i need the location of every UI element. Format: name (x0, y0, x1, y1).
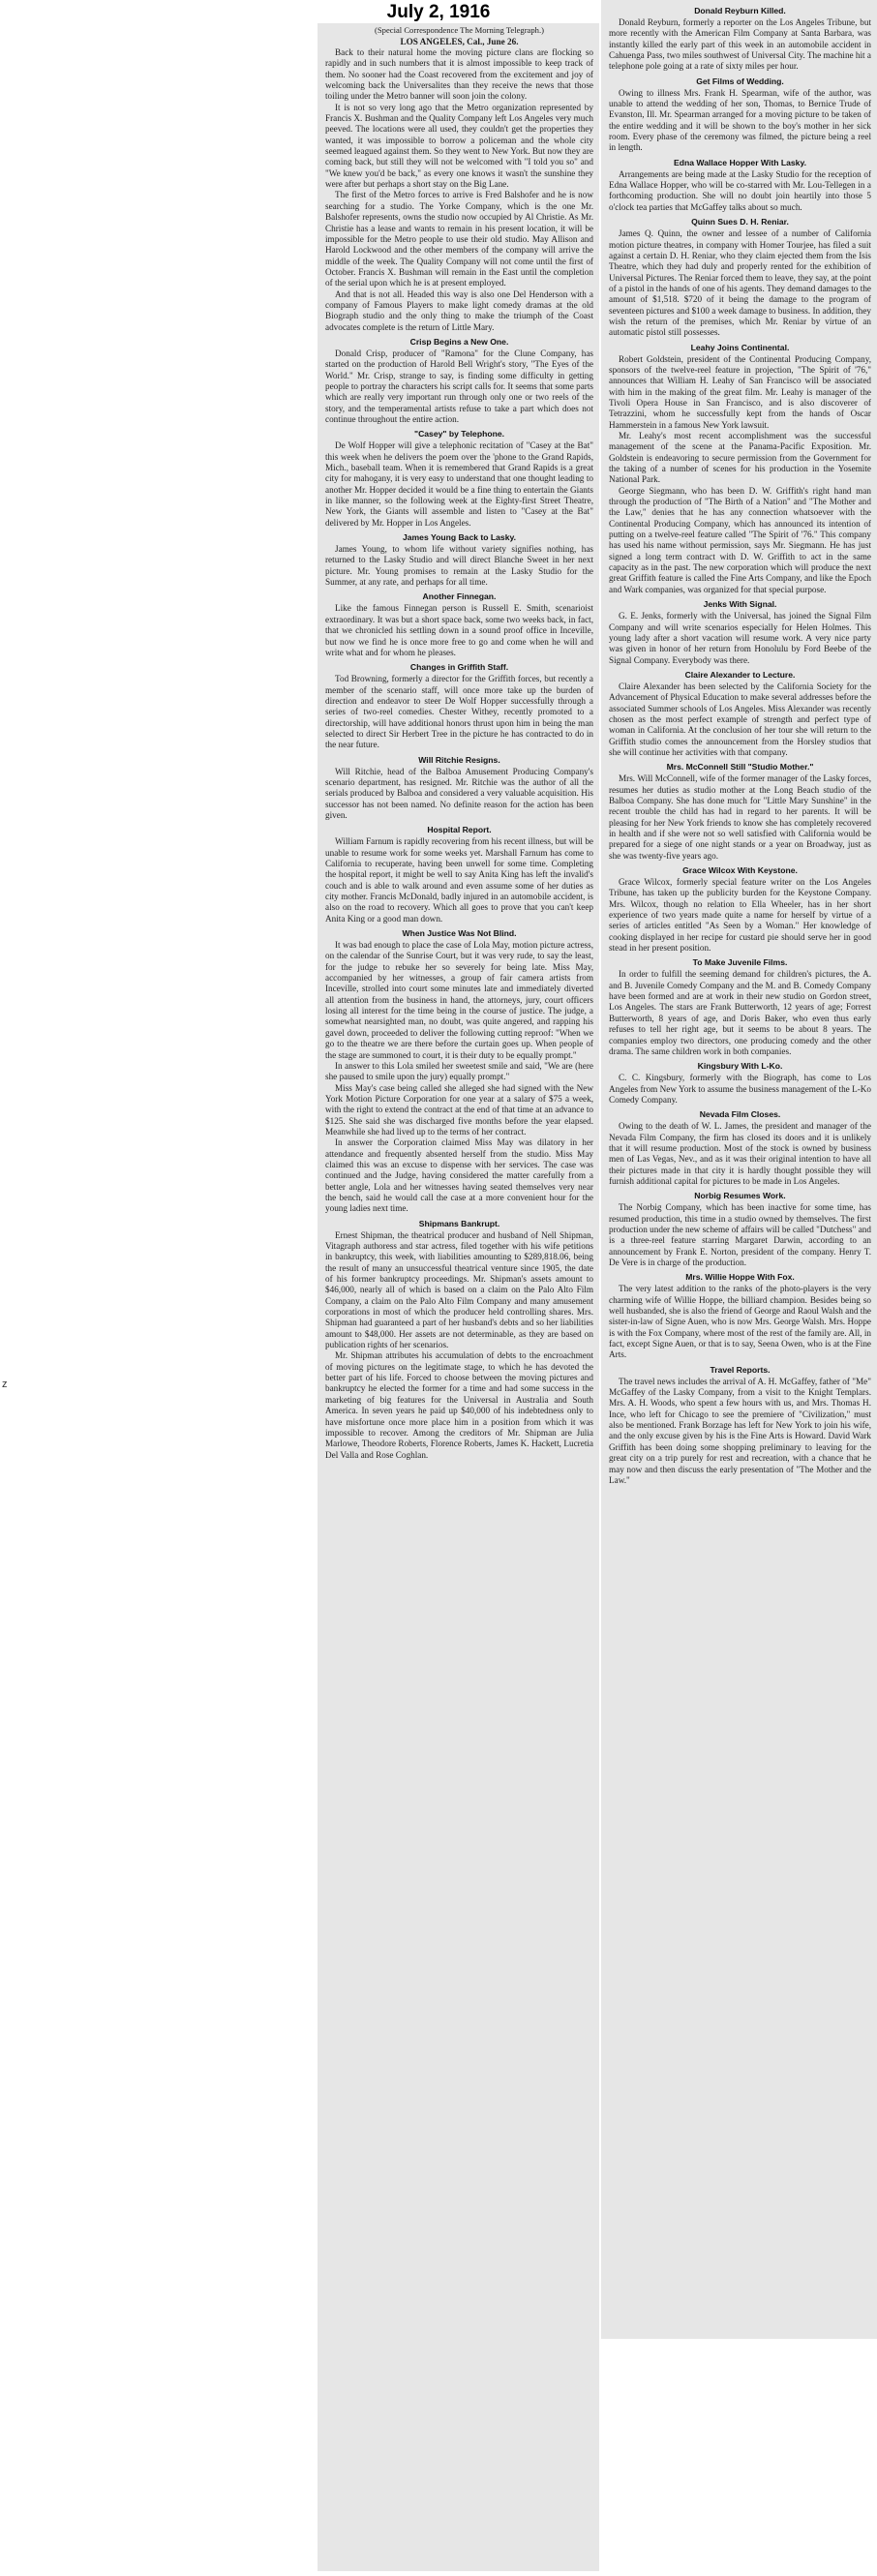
article-body (609, 1284, 871, 1360)
article-headline: Kingsbury With L-Ko. (697, 1061, 783, 1072)
article-nevada-film-closes (609, 1109, 871, 1187)
article-paragraph: Claire Alexander has been selected by the California Society for the Advancement of Physical Education to make several addresses before the associated Summer schools of Los Angeles. Miss Alexander was recently chosen as the most perfect example of strength and perfect type of woman in California. At the conclusion of her tour she will return to the Griffith studio comes the announcement from the Horsley studios that she will continue her activities with that company. (609, 681, 871, 757)
article-paragraph: In order to fulfill the seeming demand for children's pictures, the A. and B. Juvenile Comedy Company and the M. and B. Comedy Company have been formed and are at work in their new studio on Gordon street, Los Angeles. The stars are Frank Butterworth, 12 years of age; Forrest Butterworth, 8 years of age, and Doris Baker, who even thus early refuses to tell her right age, but it seems to be about 8 years. The companies employ two directors, one producing comedy and the other drama. The same children work in both companies. (609, 969, 871, 1056)
article-body (609, 228, 871, 338)
article-claire-alexander-to-lecture (609, 670, 871, 758)
article-headline: Nevada Film Closes. (699, 1109, 781, 1120)
article-paragraph: Grace Wilcox, formerly special feature writer on the Los Angeles Tribune, has taken up the publicity burden for the Keystone Company. Mrs. Wilcox, though no relation to Ella Wheeler, has in her short experience of two years made quite a name for herself by virtue of a series of articles entitled "As Seen by a Woman." Her knowledge of cooking displayed in her recipe for custard pie should serve her in good stead in her present position. (609, 877, 871, 954)
article-headline: Travel Reports. (710, 1364, 771, 1375)
article-casey-by-telephone (325, 429, 593, 529)
article-to-make-juvenile-films (609, 957, 871, 1057)
article-body (325, 603, 593, 658)
article-paragraph: The travel news includes the arrival of A. H. McGaffey, father of "Me" McGaffey of the Lasky Company, from a visit to the Knight Templars. Mrs. A. H. Woods, who spent a few hours with us, and Mrs. Thomas H. Ince, who left for Chicago to see the premiere of "Civilization," must also be mentioned. Frank Borzage has left for New York to join his wife, and the only excuse given by his is the Fine Arts is Howard. David Wark Griffith has been doing some shopping preliminary to leaving for the great city on a trip purely for rest and recreation, with a chance that he may now and then discuss the early presentation of "The Mother and the Law." (609, 1376, 871, 1485)
article-james-young-back-to-lasky (325, 532, 593, 588)
article-paragraph: In answer the Corporation claimed Miss May was dilatory in her attendance and frequently absented herself from the studio. Miss May claimed this was an excuse to dispense with her services. The case was continued and the Judge, having considered the matter carefully from a better angle, Lola and her witnesses having seated themselves very near the bench, said he would call the case at a more convenient hour for the young ladies next time. (325, 1137, 593, 1214)
article-body (325, 544, 593, 588)
article-body (609, 682, 871, 758)
article-paragraph: Arrangements are being made at the Lasky Studio for the reception of Edna Wallace Hopper, who will be co-starred with Mr. Lou-Tellegen in a forthcoming production. She will no doubt join heartily into those 5 o'clock tea parties that McGaffey talks about so much. (609, 168, 871, 212)
article-headline: Get Films of Wedding. (696, 76, 784, 86)
article-body (609, 773, 871, 862)
article-body (325, 349, 593, 425)
article-body (325, 440, 593, 529)
article-shipmans-bankrupt (325, 1219, 593, 1461)
article-paragraph: Back to their natural home the moving picture clans are flocking so rapidly and in such numbers that it is almost impossible to keep track of them. No sooner had the Coast recovered from the excitement and joy of welcoming back the Universalites than they receive the news that those toiling under the Metro banner will soon join the colony. (325, 47, 593, 102)
place-dateline: LOS ANGELES, Cal., June 26. (400, 37, 519, 46)
article-changes-in-griffith-staff (325, 662, 593, 750)
article-crisp-begins-a-new-one (325, 337, 593, 425)
article-body (325, 767, 593, 822)
article-headline: Hospital Report. (427, 825, 492, 835)
article-headline: Donald Reyburn Killed. (694, 6, 786, 15)
article-kingsbury-with-l-ko (609, 1061, 871, 1106)
article-paragraph: Mr. Shipman attributes his accumulation of debts to the encroachment of moving pictures on the legitimate stage, to which he has devoted the better part of his life. Forced to choose between the moving pictures and bankruptcy he elected the former for a time and had some success in the marketing of big features for the Universal in Australia and South America. In seven years he paid up $40,000 of his indebtedness only to have misfortune once more place him in a position from which it was impossible to recover. Among the creditors of Mr. Shipman are Julia Marlowe, Theodore Roberts, Florence Roberts, James K. Hackett, Lucretia Del Valla and Rose Coghlan. (325, 1350, 593, 1460)
article-paragraph: C. C. Kingsbury, formerly with the Biograph, has come to Los Angeles from New York to assume the business management of the L-Ko Comedy Company. (609, 1073, 871, 1105)
article-body (325, 674, 593, 750)
article-body (325, 47, 593, 333)
article-paragraph: Will Ritchie, head of the Balboa Amusement Producing Company's scenario department, has resigned. Mr. Ritchie was the author of all the serials produced by Balboa and considered a very valuable acquisition. His successor has not been named. No definite reason for the action has been given. (325, 766, 593, 820)
article-paragraph: The first of the Metro forces to arrive is Fred Balshofer and he is now searching for a studio. The Yorke Company, which is the one Mr. Balshofer represents, owns the studio now occupied by Al Christie. As Mr. Christie has a lease and wants to remain in his present location, it will be impossible for the Metro people to use their old studio. May Allison and Harold Lockwood and the other members of the company will arrive the middle of the week. The Quality Company will not come until the first of October. Francis X. Bushman will remain in the East until the completion of the serial upon which he is at present employed. (325, 190, 593, 288)
article-headline: Mrs. Willie Hoppe With Fox. (685, 1272, 795, 1283)
article-paragraph: James Young, to whom life without variety signifies nothing, has returned to the Lasky Studio and will direct Blanche Sweet in her next picture. Mr. Young promises to remain at the Lasky Studio for the Summer, at any rate, and perhaps for all time. (325, 544, 593, 588)
article-donald-reyburn-killed (609, 6, 871, 73)
article-paragraph: The very latest addition to the ranks of the photo-players is the very charming wife of Willie Hoppe, the billiard champion. Besides being so well husbanded, she is also the friend of George and Raoul Walsh and the sister-in-law of Signe Auen, who is now Mrs. George Walsh. Mrs. Hoppe is with the Fox Company, where most of the rest of the family are. All, in fact, except Signe Auen, or that is to say, Seena Owen, who is at the Fine Arts. (609, 1284, 871, 1360)
article-headline: Jenks With Signal. (703, 599, 777, 610)
article-body (609, 17, 871, 73)
article-headline: Claire Alexander to Lecture. (684, 669, 796, 680)
article-edna-wallace-hopper-with-lasky (609, 158, 871, 213)
article-body (609, 354, 871, 596)
article-will-ritchie-resigns (325, 755, 593, 822)
article-mrs-willie-hoppe-with-fox (609, 1272, 871, 1360)
article-another-finnegan (325, 591, 593, 658)
article-body (325, 940, 593, 1215)
article-get-films-of-wedding (609, 76, 871, 154)
article-paragraph: Like the famous Finnegan person is Russell E. Smith, scenarioist extraordinary. It was but a short space back, some two weeks back, in fact, that we chronicled his settling down in a sound proof office in Inceville, but now we find he is once more free to go and come when he will and write what and for whom he pleases. (325, 603, 593, 657)
article-jenks-with-signal (609, 599, 871, 666)
article-headline: To Make Juvenile Films. (692, 957, 788, 968)
article-paragraph: Owing to illness Mrs. Frank H. Spearman, wife of the author, was unable to attend the wedding of her son, Thomas, to Bernice Trude of Evanston, Ill. Mr. Spearman arranged for a moving picture to be taken of the entire wedding and it will be shown to the boy's mother in her sick room. Every phase of the ceremony was filmed, the picture being a reel in length. (609, 87, 871, 153)
article-paragraph: Mrs. Will McConnell, wife of the former manager of the Lasky forces, resumes her duties as studio mother at the Long Beach studio of the Balboa Company. She has done much for "Little Mary Sunshine" in the recent trouble the child has had in regard to her parents. It will be pleasing for her New York friends to know she has completely recovered in health and if she were not so well satisfied with California would be prepared for a siege of one night stands or a year on Broadway, just as she was twenty-five years ago. (609, 773, 871, 861)
article-body (325, 1230, 593, 1461)
article-paragraph: Owing to the death of W. L. James, the president and manager of the Nevada Film Company, the firm has closed its doors and it is unlikely that it will resume production. Most of the stock is owned by business men of Las Vegas, Nev., and as it was their original intention to have all their pictures made in that city it is hardly thought possible they will furnish additional capital for pictures to be made in Los Angeles. (609, 1121, 871, 1186)
article-body (609, 611, 871, 666)
article-body (325, 836, 593, 924)
article-headline: Quinn Sues D. H. Reniar. (691, 217, 789, 227)
article-lead (325, 47, 593, 333)
right-clipping-column (601, 0, 877, 2339)
article-body (609, 969, 871, 1057)
article-paragraph: It is not so very long ago that the Metro organization represented by Francis X. Bushman and the Quality Company left Los Angeles very much peeved. The locations were all used, they couldn't get the properties they wanted, it was impossible to borrow a policeman and the whole city seemed leagued against them. So they went to New York. But now they are coming back, but still they will not be welcomed with "I told you so" and "We knew you'd be back," as every one knows it wasn't the sunshine they were after but perhaps a short stay on the Big Lane. (325, 102, 593, 190)
article-paragraph: De Wolf Hopper will give a telephonic recitation of "Casey at the Bat" this week when he delivers the poem over the 'phone to the Grand Rapids, Mich., baseball team. When it is remembered that Grand Rapids is a great city for mahogany, it is very easy to understand that one thought leading to another Mr. Hopper decided it would be a fine thing to entertain the Giants in like manner, so the following week at the Eighty-first Street Theatre, New York, the Giants will assemble and listen to "Casey at the Bat" delivered by Mr. Hopper in Los Angeles. (325, 440, 593, 528)
article-paragraph: G. E. Jenks, formerly with the Universal, has joined the Signal Film Company and will write scenarios especially for Helen Holmes. This young lady after a short vacation will resume work. A very nice party was given in honor of her return from Honolulu by Ford Beebe of the Signal Company. Everybody was there. (609, 611, 871, 665)
article-headline: Shipmans Bankrupt. (418, 1218, 500, 1228)
left-stories-container (325, 47, 593, 1461)
article-mrs-mcconnell-still-studio-mother (609, 762, 871, 862)
article-paragraph: In answer to this Lola smiled her sweetest smile and said, "We are (here she paused to smile upon the jury) equally prompt." (325, 1060, 593, 1082)
article-norbig-resumes-work (609, 1191, 871, 1268)
article-headline: Norbig Resumes Work. (694, 1191, 786, 1201)
article-body (609, 1202, 871, 1268)
article-leahy-joins-continental (609, 343, 871, 596)
article-headline: When Justice Was Not Blind. (402, 928, 517, 939)
article-headline: Changes in Griffith Staff. (409, 662, 509, 673)
article-headline: Crisp Begins a New One. (409, 336, 509, 347)
article-headline: Leahy Joins Continental. (690, 342, 790, 352)
article-paragraph: Donald Crisp, producer of "Ramona" for the Clune Company, has started on the production of Harold Bell Wright's story, "The Eyes of the World." Mr. Crisp, strange to say, is finding some difficulty in getting people to portray the characters his script calls for. It seems that some parts which are really very important run through only one or two reels of the story, and the temperamental artists refuse to take a part which does not continue throughout the entire action. (325, 348, 593, 424)
article-headline: Edna Wallace Hopper With Lasky. (674, 157, 806, 167)
article-headline: James Young Back to Lasky. (402, 532, 517, 543)
article-body (609, 1121, 871, 1187)
article-headline: "Casey" by Telephone. (414, 429, 504, 439)
article-paragraph: It was bad enough to place the case of Lola May, motion picture actress, on the calendar of the Sunrise Court, but it was very rude, to say the least, for the judge to rebuke her so severely for being late. Miss May, accompanied by her witnesses, a group of fair camera artists from Inceville, strolled into court some minutes late and immediately diverted all attention from the business in hand, the attorneys, jury, court officers losing all interest for the time being in the course of justice. The judge, a somewhat nearsighted man, no doubt, was quite angered, and rapping his gavel down, proceeded to deliver the following cutting reproof: "When we go to the theatre we are there before the curtain goes up. When people of the stage are summoned to court, it is their duty to be equally prompt." (325, 940, 593, 1060)
article-quinn-sues-d-h-reniar (609, 217, 871, 338)
article-hospital-report (325, 825, 593, 924)
article-headline: Mrs. McConnell Still "Studio Mother." (666, 762, 814, 773)
article-paragraph: James Q. Quinn, the owner and lessee of a number of California motion picture theatres, in company with Homer Tourjee, has filed a suit against a certain D. H. Reniar, who they claim ejected them from the Isis Theatre, which they had duly and properly rented for the exhibition of Universal Pictures. The Reniar forced them to leave, they say, at the point of a pistol in the hands of one of his agents. They demand damages to the amount of $1,518. $720 of it being the damage to the program of seventeen pictures and $100 a week damage to business. In addition, they wish the return of the premises, which Mr. Reniar by virtue of an automatic pistol still possesses. (609, 228, 871, 338)
article-paragraph: Donald Reyburn, formerly a reporter on the Los Angeles Tribune, but more recently with the American Film Company at Santa Barbara, was instantly killed the early part of this week in an automobile accident in Cahuenga Pass, two miles southwest of Universal City. The machine hit a telephone pole going at a rate of sixty miles per hour. (609, 17, 871, 72)
article-paragraph: William Farnum is rapidly recovering from his recent illness, but will be unable to resume work for some weeks yet. Marshall Farnum has come to California to recuperate, having been unwell for some time. Completing the hospital report, it might be well to say Anita King has left the invalid's couch and is able to walk around and even assume some of her duties as city mother. Francis McDonald, badly injured in an automobile accident, is also on the road to recovery. Which all goes to prove that you can't keep Anita King or a good man down. (325, 836, 593, 924)
article-body (609, 1377, 871, 1486)
article-paragraph: Mr. Leahy's most recent accomplishment was the successful management of the scene at the Panama-Pacific Exposition. Mr. Goldstein is endeavoring to secure permission from the Government for the taking of a number of scenes for his production in the Yosemite National Park. (609, 431, 871, 485)
article-body (609, 169, 871, 213)
right-stories-container (609, 6, 871, 1486)
article-paragraph: Ernest Shipman, the theatrical producer and husband of Nell Shipman, Vitagraph authoress and star actress, filed together with his wife petitions in bankruptcy, this week, with liabilities amounting to $289,818.06, being the result of many an unsuccessful theatrical venture since 1905, the date of his former bankruptcy proceedings. Mr. Shipman's assets amount to $46,000, nearly all of which is based on a claim on the Palo Alto Film Company, a claim on the Palo Alto Film Company and many amusement corporations in most of which the producer held controlling shares. Mrs. Shipman had guaranteed a part of her husband's debts and so her liabilities amount to $48,000. Her assets are not determinable, as they are based on publication rights of her scenarios. (325, 1229, 593, 1350)
article-headline: Another Finnegan. (422, 591, 497, 602)
article-paragraph: The Norbig Company, which has been inactive for some time, has resumed production, this time in a studio owned by themselves. The first production under the new scheme of affairs will be called "Dutchess" and is a three-reel feature starring Margaret Darwin, according to an announcement by Frank E. Norton, president of the company. Henry T. De Vere is in charge of the production. (609, 1202, 871, 1267)
left-clipping-column (318, 23, 599, 2571)
article-body (609, 88, 871, 154)
article-body (609, 877, 871, 954)
article-travel-reports (609, 1365, 871, 1486)
article-paragraph: George Siegmann, who has been D. W. Griffith's right hand man through the production of "The Birth of a Nation" and "The Mother and the Law," denies that he has any connection whatsoever with the Continental Producing Company, which has announced its intention of putting on a twelve-reel feature called "The Spirit of '76." This company has used his name without permission, says Mr. Siegmann. He has just signed a long term contract with D. W. Griffith to act in the same capacity as in the past. The new corporation which will produce the next great Griffith feature is called the Fine Arts Company, and like the Epoch and Wark companies, was organized for that special purpose. (609, 485, 871, 594)
page-date: July 2, 1916 (386, 2, 491, 22)
article-headline: Grace Wilcox With Keystone. (682, 865, 798, 876)
article-grace-wilcox-with-keystone (609, 865, 871, 954)
article-headline: Will Ritchie Resigns. (418, 754, 500, 765)
article-paragraph: Robert Goldstein, president of the Continental Producing Company, sponsors of the twelve-reel feature in projection, "The Spirit of '76," announces that William H. Leahy of San Francisco will be associated with him in the making of the great film. Mr. Leahy is manager of the Tivoli Opera House in San Francisco, and is also discoverer of Tetrazzini, whom he successfully kept from the hands of Oscar Hammerstein in a famous New York lawsuit. (609, 353, 871, 430)
article-paragraph: Miss May's case being called she alleged she had signed with the New York Motion Picture Corporation for one year at a salary of $75 a week, with the right to extend the contract at the end of that time at an advance to $125. She said she was discharged five months before the year elapsed. Meanwhile she had lived up to the terms of her contract. (325, 1082, 593, 1136)
special-correspondence-dateline: (Special Correspondence The Morning Telegraph.) (375, 25, 544, 35)
stray-mark: z (2, 1379, 8, 1390)
article-when-justice-was-not-blind (325, 928, 593, 1215)
article-paragraph: And that is not all. Headed this way is also one Del Henderson with a company of Famous Players to make light comedy dramas at the old Biograph studio and the only thing to make the triumph of the Coast advocates complete is the return of Little Mary. (325, 288, 593, 332)
article-body (609, 1073, 871, 1106)
article-paragraph: Tod Browning, formerly a director for the Griffith forces, but recently a member of the scenario staff, will once more take up the burden of direction and endeavor to steer De Wolf Hopper successfully through a series of two-reel comedies. Chester Withey, recently promoted to a directorship, will have additional honors thrust upon him in being the man selected to direct Sir Herbert Tree in the picture he has contracted to do in the near future. (325, 674, 593, 750)
